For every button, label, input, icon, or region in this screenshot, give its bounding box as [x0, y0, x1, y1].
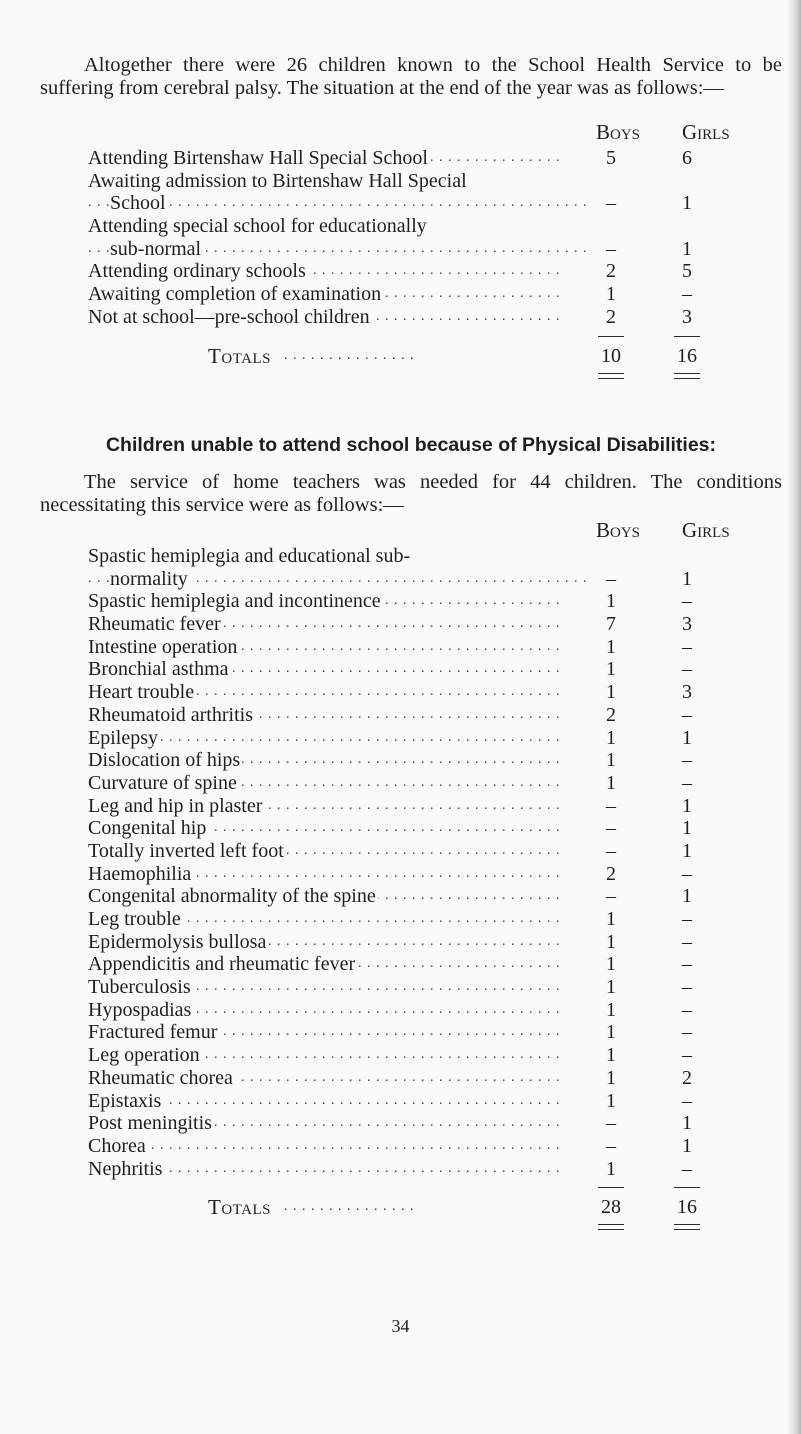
girls-value: 1 [682, 794, 692, 817]
girls-value: – [682, 908, 692, 930]
boys-value: 2 [606, 703, 616, 726]
girls-value: – [682, 1044, 692, 1067]
table-row [88, 999, 728, 1022]
boys-value: – [606, 794, 616, 817]
row-label [88, 772, 564, 795]
table-row [88, 1135, 728, 1158]
table-row [88, 931, 728, 954]
totals-label: Totals [208, 1195, 271, 1220]
girls-value: 1 [682, 1112, 692, 1135]
sum-rule [598, 1187, 624, 1188]
sum-rule [598, 336, 624, 337]
boys-value: – [606, 817, 616, 840]
table-row [88, 727, 728, 750]
row-label-text: normality [110, 567, 188, 590]
totals-row [88, 1194, 728, 1220]
row-label-text: Epilepsy [88, 726, 158, 749]
row-label [88, 704, 564, 727]
girls-value: – [682, 953, 692, 976]
totals-row [88, 343, 728, 369]
table-row [88, 681, 728, 704]
row-label-text: Epistaxis [88, 1089, 162, 1112]
table-row [88, 885, 728, 908]
boys-value: – [606, 192, 616, 215]
double-rule [88, 1220, 728, 1232]
table-row [88, 545, 728, 568]
row-label [88, 215, 564, 238]
table-row [88, 749, 728, 772]
girls-value: – [682, 976, 692, 999]
row-label [88, 147, 564, 170]
row-label-text: Haemophilia [88, 862, 192, 885]
boys-value: 1 [606, 590, 616, 613]
row-label [88, 863, 564, 886]
row-label-text: Congenital abnormality of the spine [88, 885, 376, 908]
sum-rule [674, 1187, 700, 1188]
row-label [88, 283, 564, 306]
boys-value: 1 [606, 1021, 616, 1044]
table-row [88, 192, 728, 215]
row-label [88, 545, 564, 568]
boys-value: 1 [606, 1089, 616, 1112]
table-row [88, 1112, 728, 1135]
boys-value: 1 [606, 1066, 616, 1089]
girls-value: – [682, 283, 692, 306]
row-label-text: Congenital hip [88, 817, 207, 840]
table-row [88, 976, 728, 999]
row-label [88, 795, 564, 818]
boys-value: 1 [606, 976, 616, 999]
leader-dots: . . . . . . . . . . . . . . . [284, 1199, 415, 1215]
boys-value: – [606, 567, 616, 590]
boys-value: 1 [606, 749, 616, 772]
row-label-text: sub-normal [110, 237, 202, 260]
row-label-text: Hypospadias [88, 998, 192, 1021]
boys-value: – [606, 237, 616, 260]
boys-value: 1 [606, 726, 616, 749]
totals-label: Totals [208, 343, 271, 368]
boys-value: 1 [606, 930, 616, 953]
boys-value: – [606, 839, 616, 862]
row-label-text: School [110, 192, 166, 215]
girls-value: 1 [682, 726, 692, 749]
double-underline [674, 373, 700, 379]
row-label [88, 1067, 564, 1090]
row-label-text: Intestine operation [88, 635, 238, 658]
boys-value: 1 [606, 771, 616, 794]
row-label-text: Attending Birtenshaw Hall Special School [88, 147, 428, 169]
girls-value: – [682, 998, 692, 1021]
girls-value: – [682, 862, 692, 885]
row-label [88, 238, 586, 261]
row-label-text: Curvature of spine [88, 771, 237, 794]
row-label-text: Epidermolysis bullosa [88, 930, 267, 953]
boys-value: 1 [606, 998, 616, 1021]
row-label [88, 658, 564, 681]
boys-value: – [606, 1134, 616, 1157]
girls-value: – [682, 930, 692, 953]
row-label [88, 192, 586, 215]
row-label-text: Spastic hemiplegia and incontinence [88, 590, 381, 613]
row-label-text: Awaiting completion of examination [88, 283, 382, 306]
boys-value: 1 [606, 681, 616, 704]
table-row [88, 953, 728, 976]
row-label-text: Not at school—pre-school children [88, 305, 370, 328]
row-label-text: Bronchial asthma [88, 658, 229, 681]
girls-value: 5 [682, 260, 692, 283]
table1-body [88, 147, 728, 381]
col-header-boys: Boys [596, 518, 641, 542]
row-label-text: Spastic hemiplegia and educational sub- [88, 545, 411, 567]
boys-value: 2 [606, 305, 616, 328]
row-label [88, 1044, 564, 1067]
row-label [88, 568, 586, 591]
totals-rule [88, 329, 728, 343]
table-row [88, 795, 728, 818]
girls-value: 1 [682, 567, 692, 590]
page-number: 34 [391, 1316, 410, 1336]
row-label [88, 931, 564, 954]
girls-value: – [682, 658, 692, 681]
section-heading: Children unable to attend school because of Physical Disabilities: [105, 434, 717, 456]
table-row [88, 306, 728, 329]
boys-value: 2 [606, 862, 616, 885]
double-underline [598, 1224, 624, 1230]
row-label [88, 727, 564, 750]
row-label [88, 590, 564, 613]
table-row [88, 704, 728, 727]
table-row [88, 636, 728, 659]
girls-value: – [682, 1089, 692, 1112]
row-label-text: Leg operation [88, 1044, 200, 1067]
boys-value: 1 [606, 1157, 616, 1180]
row-label-text: Rheumatic fever [88, 613, 221, 636]
row-label [88, 1158, 564, 1181]
boys-value: – [606, 1112, 616, 1135]
table-row [88, 1044, 728, 1067]
row-label [88, 817, 564, 840]
row-label [88, 885, 564, 908]
girls-value: 6 [682, 147, 692, 169]
boys-value: 5 [606, 147, 616, 169]
table-row [88, 147, 728, 170]
girls-value: – [682, 749, 692, 772]
girls-value: 3 [682, 305, 692, 328]
totals-girls: 16 [677, 1196, 697, 1219]
row-label-text: Attending ordinary schools [88, 260, 306, 283]
girls-value: – [682, 771, 692, 794]
row-label-text: Post meningitis [88, 1112, 212, 1135]
row-label [88, 306, 564, 329]
row-label-text: Heart trouble [88, 681, 195, 704]
row-label [88, 1090, 564, 1113]
double-underline [674, 1224, 700, 1230]
table-row [88, 1158, 728, 1181]
totals-boys: 10 [601, 344, 621, 367]
row-label [88, 681, 564, 704]
girls-value: 3 [682, 613, 692, 636]
row-label-text: Nephritis [88, 1157, 163, 1180]
girls-value: 1 [682, 237, 692, 260]
boys-value: 2 [606, 260, 616, 283]
row-label-text: Tuberculosis [88, 976, 191, 999]
girls-value: 1 [682, 1134, 692, 1157]
table-row [88, 840, 728, 863]
row-label [88, 613, 564, 636]
table-row [88, 863, 728, 886]
boys-value: 1 [606, 658, 616, 681]
table-row [88, 658, 728, 681]
boys-value: – [606, 885, 616, 908]
row-label [88, 260, 564, 283]
double-rule [88, 369, 728, 381]
table-row [88, 1021, 728, 1044]
page-edge-shadow [787, 0, 801, 1434]
row-label [88, 1021, 564, 1044]
table-row [88, 568, 728, 591]
col-header-boys: Boys [596, 120, 641, 144]
table-row [88, 238, 728, 261]
row-label [88, 1112, 564, 1135]
table2-body [88, 545, 728, 1232]
table-row [88, 817, 728, 840]
table-row [88, 283, 728, 306]
boys-value: 1 [606, 908, 616, 930]
table-row [88, 215, 728, 238]
sum-rule [674, 336, 700, 337]
table-row [88, 1067, 728, 1090]
table-row [88, 170, 728, 193]
totals-rule [88, 1180, 728, 1194]
girls-value: – [682, 590, 692, 613]
row-label [88, 840, 564, 863]
girls-value: – [682, 1157, 692, 1180]
boys-value: 1 [606, 635, 616, 658]
table-row [88, 772, 728, 795]
table-row [88, 908, 728, 931]
row-label [88, 953, 564, 976]
table-row [88, 260, 728, 283]
table-row [88, 590, 728, 613]
girls-value: 1 [682, 885, 692, 908]
boys-value: 1 [606, 953, 616, 976]
double-underline [598, 373, 624, 379]
girls-value: 1 [682, 192, 692, 215]
row-label-text: Awaiting admission to Birtenshaw Hall Special [88, 169, 467, 192]
totals-girls: 16 [677, 344, 697, 367]
intro-paragraph: Altogether there were 26 children known to the School Health Service to be suffering from cerebral palsy. The situation at the end of the year was as follows:— [40, 54, 782, 99]
row-label-text: Fractured femur [88, 1021, 218, 1044]
girls-value: 1 [682, 839, 692, 862]
girls-value: – [682, 703, 692, 726]
row-label [88, 749, 564, 772]
row-label-text: Chorea [88, 1134, 146, 1157]
row-label-text: Attending special school for educationally [88, 215, 427, 238]
row-label-text: Appendicitis and rheumatic fever [88, 953, 356, 976]
girls-value: 3 [682, 681, 692, 704]
girls-value: 2 [682, 1066, 692, 1089]
girls-value: – [682, 1021, 692, 1044]
row-label-text: Leg and hip in plaster [88, 794, 263, 817]
row-label-text: Rheumatic chorea [88, 1066, 233, 1089]
row-label-text: Rheumatoid arthritis [88, 703, 253, 726]
table-row [88, 613, 728, 636]
girls-value: – [682, 635, 692, 658]
girls-value: 1 [682, 817, 692, 840]
leader-dots: . . . . . . . . . . . . . . . [284, 347, 415, 363]
table-row [88, 1090, 728, 1113]
row-label [88, 170, 564, 193]
row-label [88, 976, 564, 999]
boys-value: 1 [606, 1044, 616, 1067]
col-header-girls: Girls [682, 120, 730, 144]
row-label-text: Totally inverted left foot [88, 839, 284, 862]
home-teachers-paragraph: The service of home teachers was needed for 44 children. The conditions necessitating this service were as follows:— [40, 471, 782, 516]
col-header-girls: Girls [682, 518, 730, 542]
totals-boys: 28 [601, 1196, 621, 1219]
row-label [88, 908, 564, 931]
row-label [88, 636, 564, 659]
boys-value: 7 [606, 613, 616, 636]
row-label-text: Dislocation of hips [88, 749, 241, 772]
row-label-text: Leg trouble [88, 908, 181, 930]
boys-value: 1 [606, 283, 616, 306]
row-label [88, 999, 564, 1022]
row-label [88, 1135, 564, 1158]
